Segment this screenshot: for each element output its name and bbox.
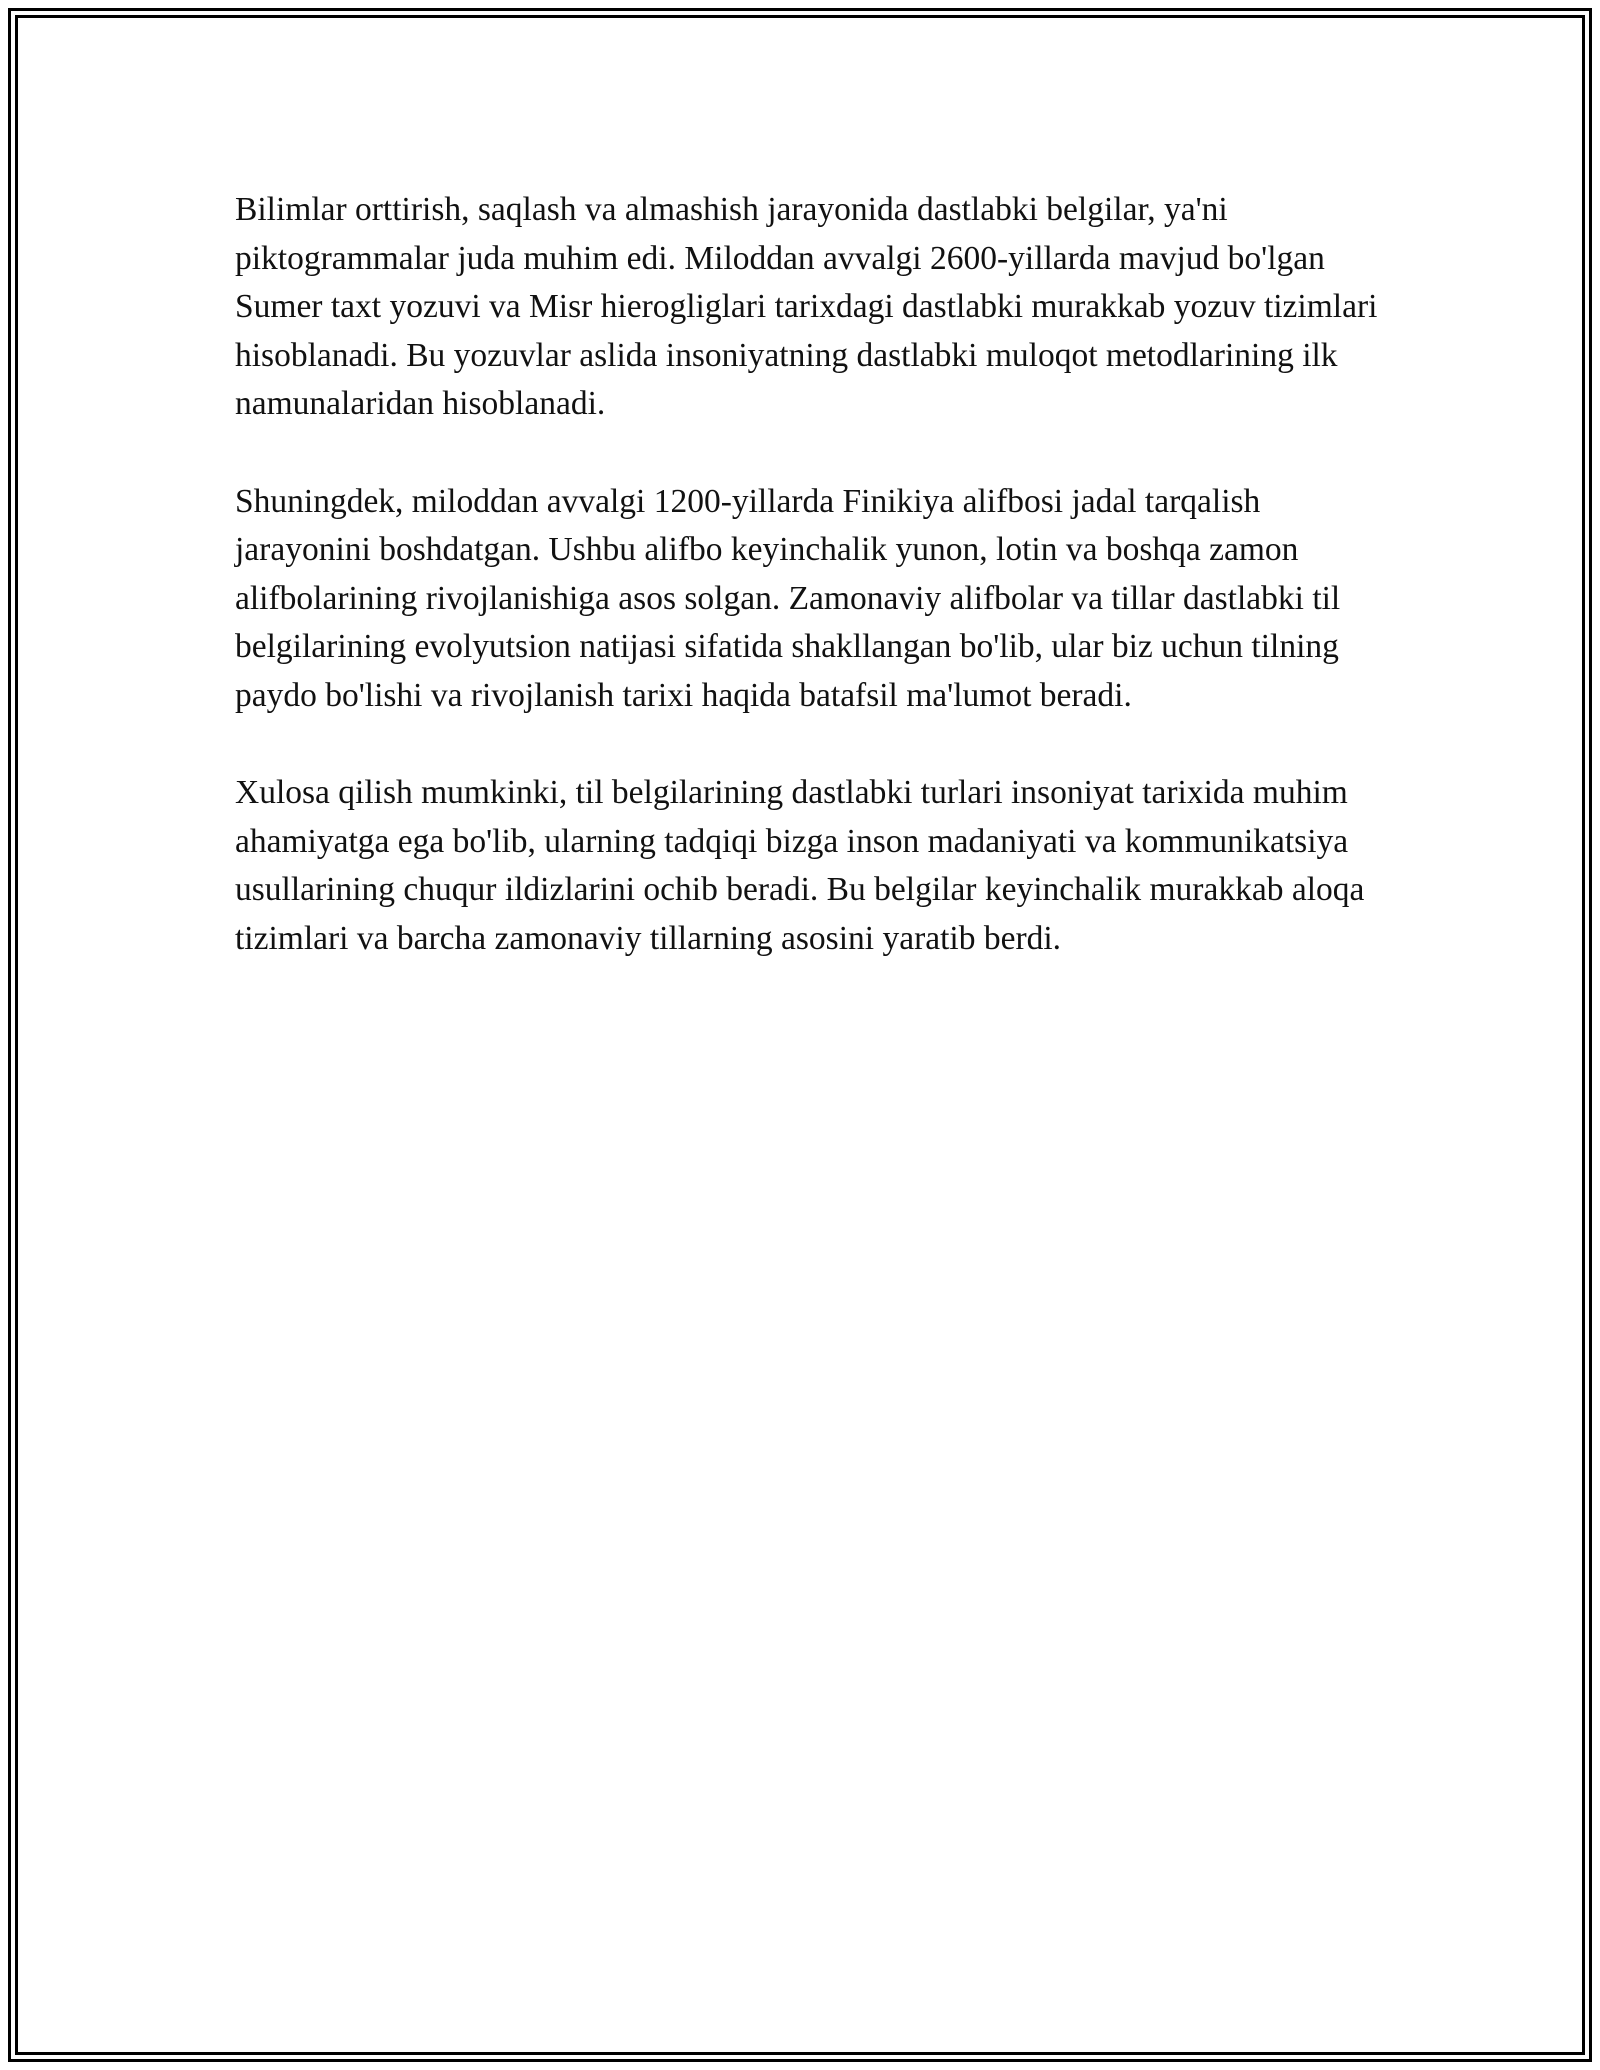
paragraph-1: Bilimlar orttirish, saqlash va almashish jarayonida dastlabki belgilar, ya'ni piktogrammalar juda muhim edi. Miloddan avvalgi 2600-yillarda mavjud bo'lgan Sumer taxt yozuvi va Misr hierogliglari tarixdagi dastlabki murakkab yozuv tizimlari hisoblanadi. Bu yozuvlar aslida insoniyatning dastlabki muloqot metodlarining ilk namunalaridan hisoblanadi.	[235, 191, 1378, 422]
paragraph-3: Xulosa qilish mumkinki, til belgilarining dastlabki turlari insoniyat tarixida muhim ahamiyatga ega bo'lib, ularning tadqiqi bizga inson madaniyati va kommunikatsiya usullarining chuqur ildizlarini ochib beradi. Bu belgilar keyinchalik murakkab aloqa tizimlari va barcha zamonaviy tillarning asosini yaratib berdi.	[235, 774, 1365, 957]
document-body	[235, 186, 1385, 1012]
paragraph-2: Shuningdek, miloddan avvalgi 1200-yillarda Finikiya alifbosi jadal tarqalish jarayonini boshdatgan. Ushbu alifbo keyinchalik yunon, lotin va boshqa zamon alifbolarining rivojlanishiga asos solgan. Zamonaviy alifbolar va tillar dastlabki til belgilarining evolyutsion natijasi sifatida shakllangan bo'lib, ular biz uchun tilning paydo bo'lishi va rivojlanish tarixi haqida batafsil ma'lumot beradi.	[235, 482, 1341, 714]
